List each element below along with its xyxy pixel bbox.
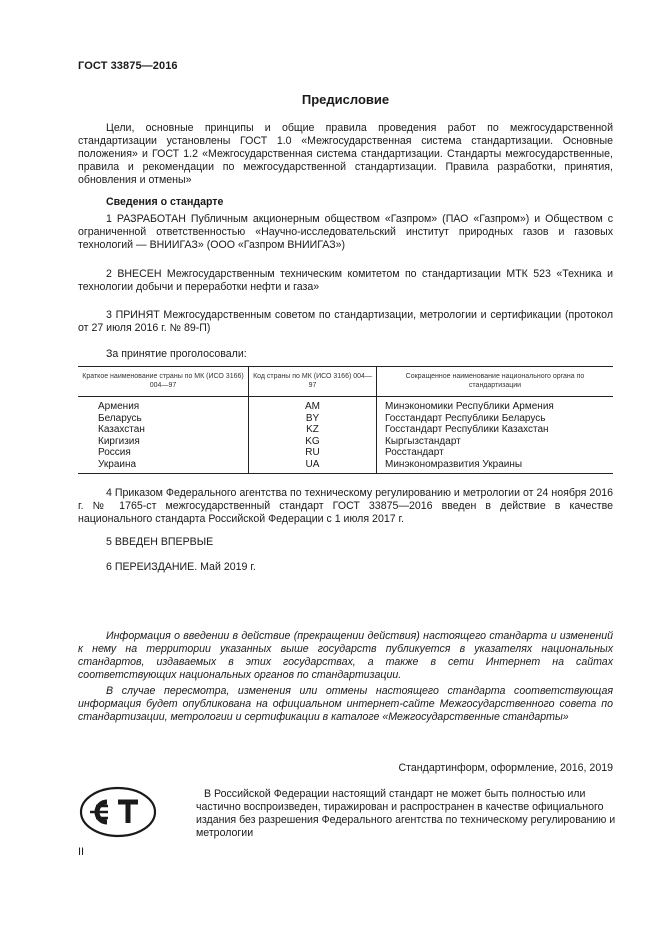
country-name: Казахстан	[98, 424, 145, 435]
rf-reproduction-note: В Российской Федерации настоящий стандарт не может быть полностью или частично воспроизведен, тиражирован и распространен в качестве официального издания без разрешения Федерального агентства по техническому регулированию и метрологии	[196, 788, 616, 839]
table-row	[78, 447, 613, 459]
page-title: Предисловие	[301, 92, 390, 107]
country-name: Армения	[98, 401, 140, 412]
country-code: AM	[249, 397, 377, 413]
header-country-code: Код страны по МК (ИСО 3166) 004—97	[249, 367, 377, 397]
item-reissue: 6 ПЕРЕИЗДАНИЕ. Май 2019 г.	[106, 561, 256, 573]
country-code: BY	[249, 413, 377, 425]
intro-paragraph: Цели, основные принципы и общие правила проведения работ по межгосударственной стандартизации установлены ГОСТ 1.0 «Межгосударственная система стандартизации. Основные положения» и ГОСТ 1.2 «Межгосударственная система стандартизации. Стандарты межгосударственные, правила и рекомендации по межгосударственной стандартизации. Правила разработки, принятия, обновления и отмены»	[78, 122, 613, 186]
header-standards-body: Сокращенное наименование национального органа по стандартизации	[377, 367, 614, 397]
item-introduced: 2 ВНЕСЕН Межгосударственным техническим комитетом по стандартизации МТК 523 «Техника и технологии добычи и переработки нефти и газа»	[78, 268, 613, 293]
table-row	[78, 397, 613, 413]
country-code: KG	[249, 436, 377, 448]
document-code: ГОСТ 33875—2016	[78, 60, 178, 72]
table-row	[78, 424, 613, 436]
country-name: Россия	[98, 447, 131, 458]
standards-body: Минэкономразвития Украины	[377, 459, 614, 474]
table-row	[78, 459, 613, 474]
standards-body: Кыргызстандарт	[377, 436, 614, 448]
country-name: Киргизия	[98, 435, 140, 447]
rst-logo-icon	[78, 786, 158, 838]
header-country-name: Краткое наименование страны по МК (ИСО 3166) 004—97	[78, 367, 249, 397]
standards-body: Госстандарт Республики Казахстан	[377, 424, 614, 436]
item-first-time: 5 ВВЕДЕН ВПЕРВЫЕ	[106, 536, 214, 548]
standards-body: Госстандарт Республики Беларусь	[377, 413, 614, 425]
voting-table	[78, 366, 613, 474]
country-code: RU	[249, 447, 377, 459]
table-row	[78, 413, 613, 425]
standards-body: Минэкономики Республики Армения	[377, 397, 614, 413]
notice-revision: В случае пересмотра, изменения или отмены настоящего стандарта соответствующая информация будет опубликована на официальном интернет-сайте Межгосударственного совета по стандартизации, метрологии и сертификации в каталоге «Межгосударственные стандарты»	[78, 685, 613, 723]
table-header-row	[78, 367, 613, 397]
voted-label: За принятие проголосовали:	[106, 348, 247, 360]
info-heading: Сведения о стандарте	[106, 196, 224, 208]
table-row	[78, 436, 613, 448]
item-developed: 1 РАЗРАБОТАН Публичным акционерным обществом «Газпром» (ПАО «Газпром») и Обществом с ограниченной ответственностью «Научно-исследовательский институт природных газов и газовых технологий — ВНИИГАЗ» (ООО «Газпром ВНИИГАЗ»)	[78, 213, 613, 251]
country-name: Украина	[78, 459, 249, 474]
item-order: 4 Приказом Федерального агентства по техническому регулированию и метрологии от 24 ноября 2016 г. № 1765-ст межгосударственный стандарт ГОСТ 33875—2016 введен в действие в качестве национального стандарта Российской Федерации с 1 июля 2017 г.	[78, 487, 613, 525]
standards-body: Росстандарт	[377, 447, 614, 459]
publisher-line: Стандартинформ, оформление, 2016, 2019	[398, 762, 613, 774]
page-number: II	[78, 846, 85, 858]
country-code: KZ	[249, 424, 377, 436]
item-adopted: 3 ПРИНЯТ Межгосударственным советом по стандартизации, метрологии и сертификации (протокол от 27 июля 2016 г. № 89-П)	[78, 309, 613, 334]
country-name: Беларусь	[98, 412, 142, 424]
notice-publication: Информация о введении в действие (прекращении действия) настоящего стандарта и изменений к нему на территории указанных выше государств публикуется в указателях национальных стандартов, издаваемых в этих государствах, а также в сети Интернет на сайтах соответствующих национальных органов по стандартизации.	[78, 630, 613, 681]
country-code: UA	[249, 459, 377, 474]
